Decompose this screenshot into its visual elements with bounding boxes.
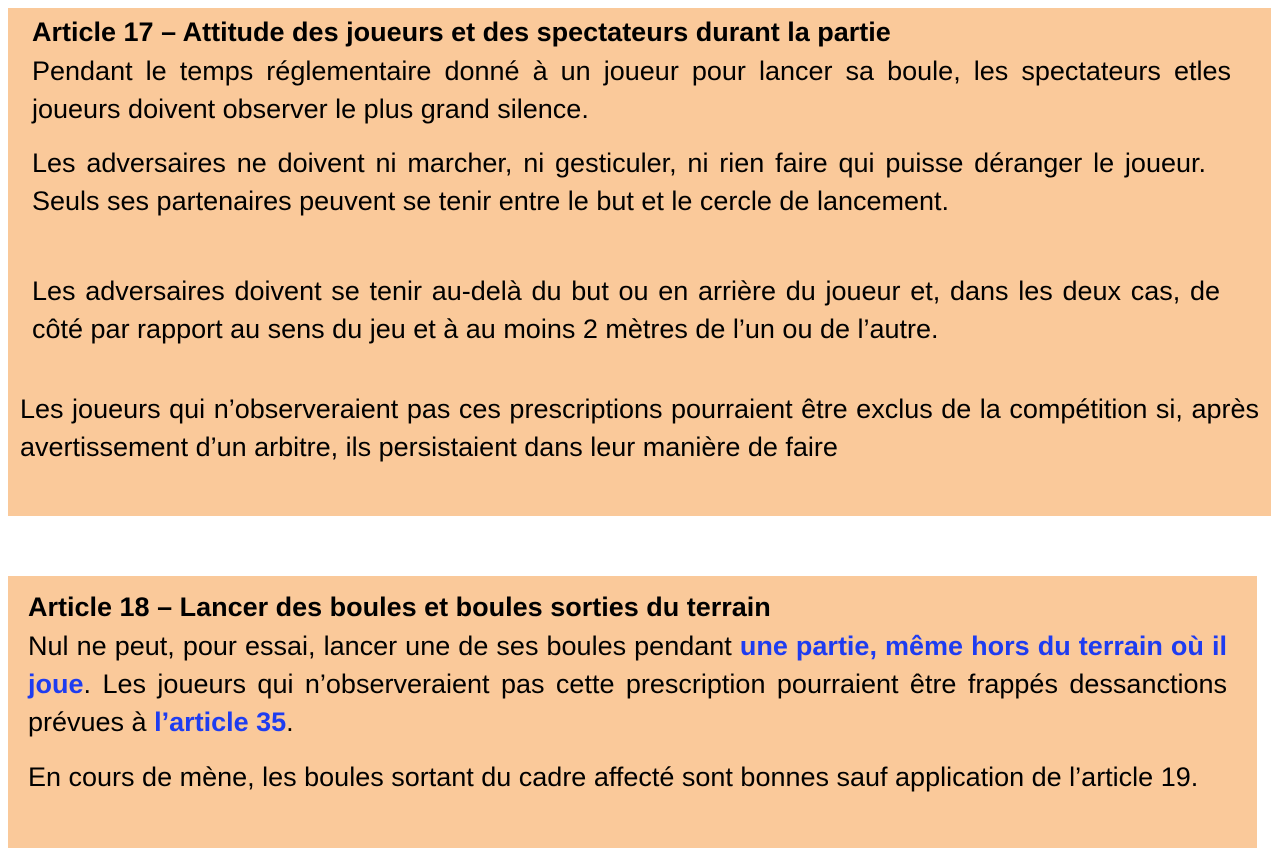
article-17-paragraph-4: Les joueurs qui n’observeraient pas ces prescriptions pourraient être exclus de la compétition si, après avertissement d’un arbitre, ils persistaient dans leur manière de faire xyxy=(20,394,1259,462)
article-18-box xyxy=(8,576,1257,848)
article-17-title: Article 17 – Attitude des joueurs et des spectateurs durant la partie xyxy=(32,17,891,47)
article-18-highlight-partie: une partie, même hors du terrain où il joue xyxy=(28,631,1227,699)
article-17-box xyxy=(8,8,1271,516)
article-18-text-part-2: . Les joueurs qui n’observeraient pas cette prescription pourraient être frappés dessanctions prévues à xyxy=(28,669,1227,737)
article-18-title: Article 18 – Lancer des boules et boules sorties du terrain xyxy=(28,592,771,622)
article-17-paragraph-3: Les adversaires doivent se tenir au-delà du but ou en arrière du joueur et, dans les deux cas, de côté par rapport au sens du jeu et à au moins 2 mètres de l’un ou de l’autre. xyxy=(32,276,1220,344)
article-18-paragraph-2: En cours de mène, les boules sortant du cadre affecté sont bonnes sauf application de l’article 19. xyxy=(28,762,1199,792)
article-18-text-part-3: . xyxy=(286,707,294,737)
article-18-text-part-1: Nul ne peut, pour essai, lancer une de ses boules pendant xyxy=(28,631,740,661)
article-17-paragraph-1: Pendant le temps réglementaire donné à un joueur pour lancer sa boule, les spectateurs etles joueurs doivent observer le plus grand silence. xyxy=(32,56,1231,124)
article-18-paragraph-1 xyxy=(28,627,1227,741)
article-17-paragraph-2: Les adversaires ne doivent ni marcher, ni gesticuler, ni rien faire qui puisse déranger le joueur. Seuls ses partenaires peuvent se tenir entre le but et le cercle de lancement. xyxy=(32,148,1206,216)
article-35-reference: l’article 35 xyxy=(154,707,287,737)
